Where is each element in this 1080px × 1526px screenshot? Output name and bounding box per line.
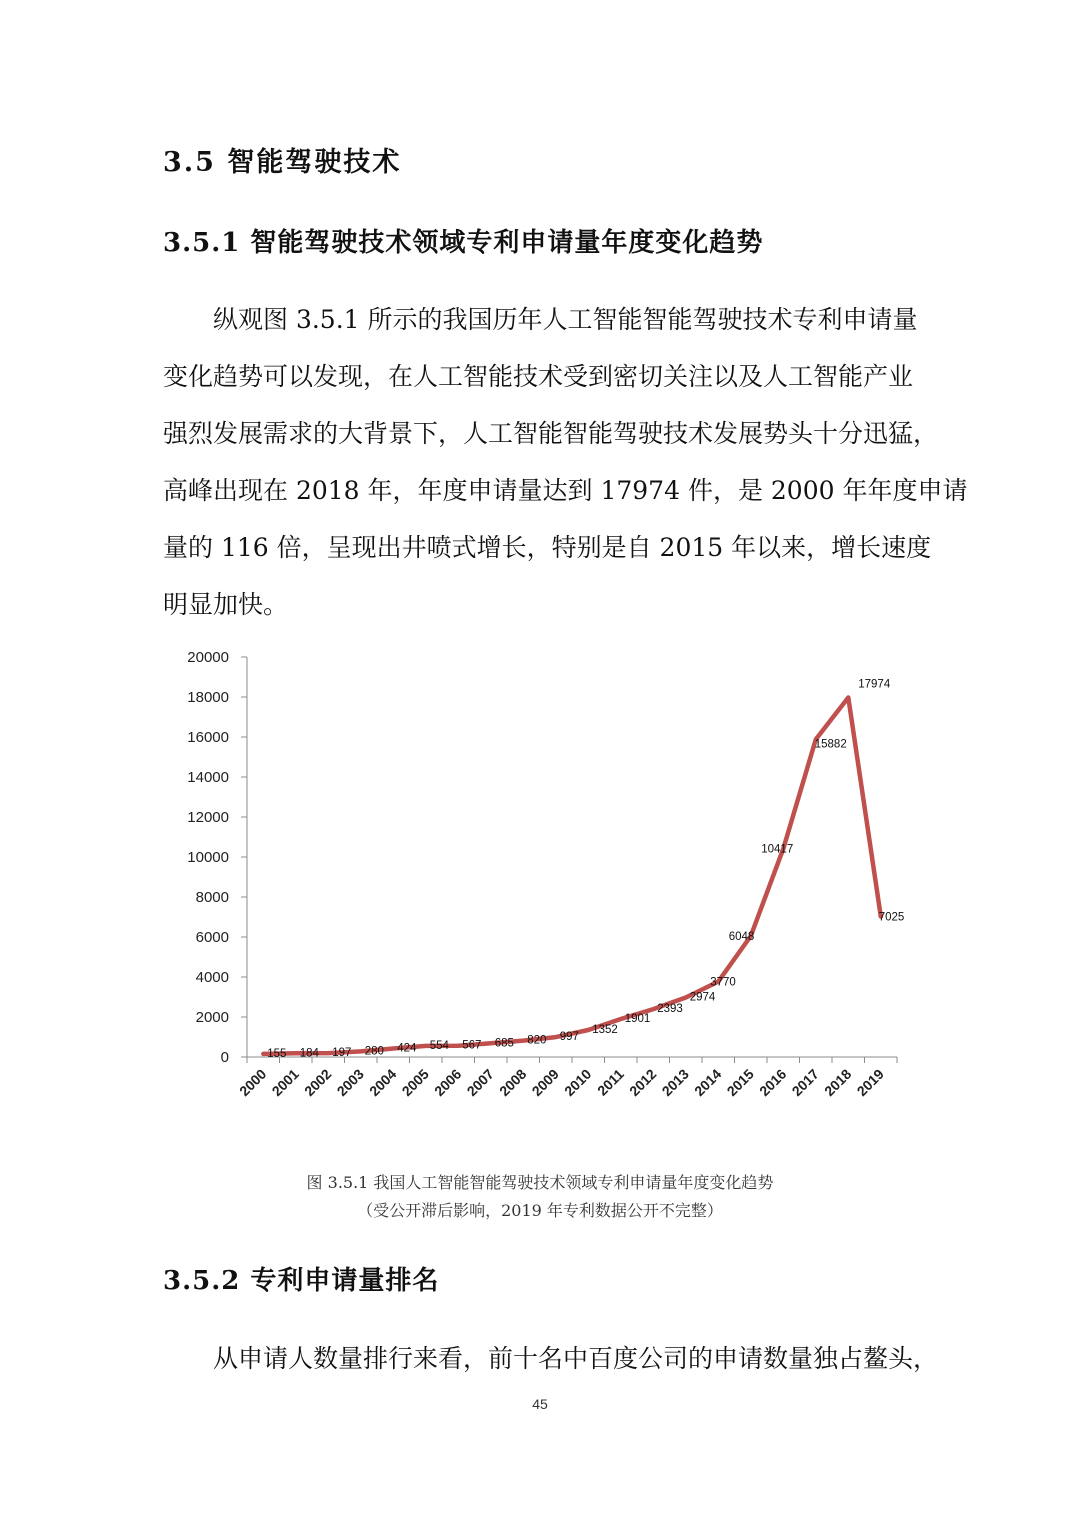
- x-tick-label: 2011: [594, 1065, 627, 1099]
- data-label: 2974: [689, 991, 716, 1004]
- data-label: 2393: [657, 1003, 683, 1016]
- paragraph-ranking: [163, 1330, 939, 1387]
- data-label: 10417: [761, 843, 794, 856]
- series-line: [263, 698, 881, 1054]
- data-label: 3770: [710, 976, 736, 989]
- data-label: 184: [299, 1047, 319, 1060]
- y-tick-label: 8000: [195, 889, 229, 906]
- y-tick-label: 20000: [187, 649, 229, 666]
- x-tick-label: 2004: [366, 1065, 400, 1100]
- figure-note: （受公开滞后影响，2019 年专利数据公开不完整）: [357, 1201, 723, 1220]
- figure-caption: 图 3.5.1 我国人工智能智能驾驶技术领域专利申请量年度变化趋势: [306, 1173, 774, 1192]
- x-tick-label: 2008: [496, 1065, 530, 1100]
- paragraph-line: 纵观图 3.5.1 所示的我国历年人工智能智能驾驶技术专利申请量: [213, 305, 918, 334]
- x-tick-label: 2007: [463, 1065, 497, 1100]
- subsection-heading-3-5-2: 3.5.2 专利申请量排名: [163, 1266, 440, 1296]
- y-tick-label: 12000: [187, 809, 229, 826]
- paragraph-trend-description: [163, 291, 968, 633]
- y-tick-label: 0: [220, 1049, 229, 1066]
- x-tick-label: 2002: [301, 1065, 335, 1100]
- data-label: 997: [559, 1031, 579, 1044]
- x-tick-label: 2010: [561, 1065, 595, 1100]
- data-label: 197: [332, 1047, 352, 1060]
- y-tick-label: 18000: [187, 689, 229, 706]
- x-tick-label: 2018: [821, 1065, 855, 1100]
- x-tick-label: 2000: [236, 1065, 270, 1100]
- data-label: 685: [494, 1037, 514, 1050]
- data-label: 424: [397, 1042, 417, 1055]
- x-tick-label: 2003: [333, 1065, 367, 1100]
- x-tick-label: 2013: [658, 1065, 692, 1100]
- data-label: 820: [527, 1034, 547, 1047]
- data-label: 1352: [592, 1023, 618, 1036]
- data-label: 17974: [858, 678, 891, 691]
- paragraph-line: 量的 116 倍，呈现出井喷式增长，特别是自 2015 年以来，增长速度: [163, 533, 932, 562]
- data-label: 1901: [624, 1012, 651, 1025]
- x-tick-label: 2017: [788, 1065, 822, 1100]
- y-tick-label: 10000: [187, 849, 229, 866]
- data-label: 554: [429, 1039, 449, 1052]
- y-tick-label: 16000: [187, 729, 229, 746]
- x-tick-label: 2016: [756, 1065, 790, 1100]
- paragraph-line: 高峰出现在 2018 年，年度申请量达到 17974 件，是 2000 年年度申请: [163, 476, 968, 505]
- paragraph-line: 从申请人数量排行来看，前十名中百度公司的申请数量独占鳌头，: [213, 1344, 939, 1373]
- y-tick-label: 4000: [195, 969, 229, 986]
- x-tick-label: 2005: [398, 1065, 432, 1100]
- x-tick-label: 2009: [528, 1065, 562, 1100]
- patent-trend-line-chart: [160, 640, 920, 1140]
- data-label: 15882: [814, 738, 847, 751]
- subsection-heading-3-5-1: 3.5.1 智能驾驶技术领域专利申请量年度变化趋势: [163, 228, 764, 258]
- x-tick-label: 2006: [431, 1065, 465, 1100]
- x-tick-label: 2014: [691, 1065, 725, 1100]
- y-tick-label: 2000: [195, 1009, 229, 1026]
- data-label: 155: [267, 1047, 287, 1060]
- data-label: 6048: [728, 931, 755, 944]
- x-tick-label: 2015: [723, 1065, 757, 1100]
- data-label: 7025: [878, 911, 905, 924]
- y-tick-label: 14000: [187, 769, 229, 786]
- x-tick-label: 2019: [853, 1065, 887, 1100]
- paragraph-line: 变化趋势可以发现，在人工智能技术受到密切关注以及人工智能产业: [163, 362, 914, 391]
- data-label: 280: [364, 1045, 384, 1058]
- paragraph-line: 强烈发展需求的大背景下，人工智能智能驾驶技术发展势头十分迅猛，: [163, 419, 939, 448]
- section-heading: 3.5 智能驾驶技术: [163, 147, 402, 178]
- y-tick-label: 6000: [195, 929, 229, 946]
- page-number: 45: [532, 1396, 548, 1412]
- x-tick-label: 2012: [626, 1065, 660, 1100]
- paragraph-line: 明显加快。: [163, 590, 289, 619]
- data-label: 567: [462, 1039, 482, 1052]
- x-tick-label: 2001: [268, 1065, 302, 1100]
